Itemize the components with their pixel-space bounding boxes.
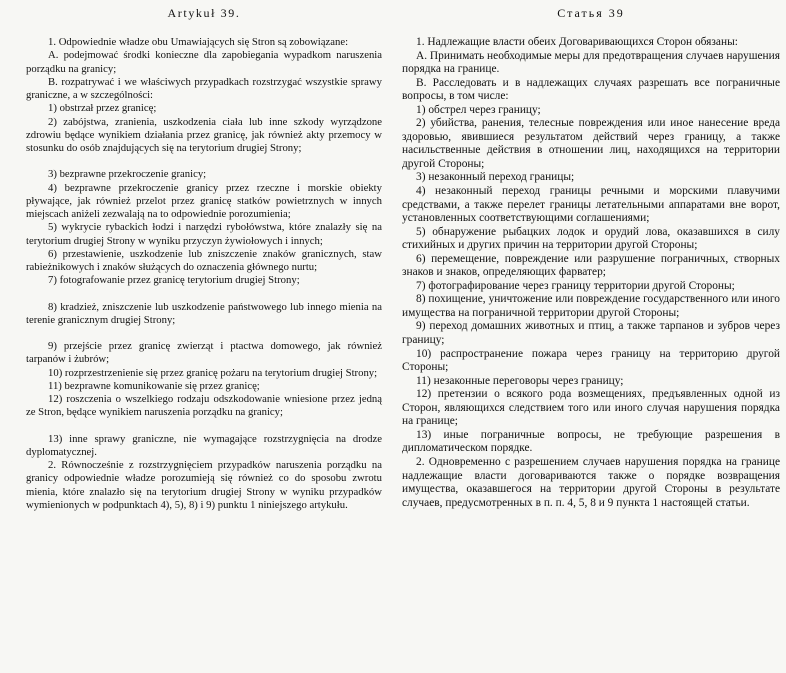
russian-item-5: 5) обнаружение рыбацких лодок и орудий лова, оказавшихся в силу стихийных и других причин на территории другой Стороны;: [402, 225, 780, 252]
polish-item-7: 7) fotografowanie przez granicę terytorium drugiej Strony;: [48, 274, 300, 287]
polish-article-heading: Artykuł 39.: [167, 6, 241, 20]
polish-spacer: [26, 327, 382, 340]
russian-item-12: 12) претензии о всякого рода возмещениях, предъявленных одной из Сторон, являющихся следствием того или иного случая нарушения порядка на границе;: [402, 388, 780, 428]
polish-spacer: [26, 288, 382, 301]
polish-item-12: 12) roszczenia o wszelkiego rodzaju odszkodowanie wniesione przez jedną ze Stron, będące wynikiem naruszenia porządku na granicy;: [26, 393, 382, 419]
polish-spacer: [26, 155, 382, 168]
polish-item-2: 2) zabójstwa, zranienia, uszkodzenia ciała lub inne szkody wyrządzone zdrowiu będące wynikiem działania przez granicę, jak również akty przemocy w stosunku do osób znajdujących się na terytorium drugiej Strony;: [26, 115, 382, 154]
polish-item-6: 6) przestawienie, uszkodzenie lub zniszczenie znaków granicznych, staw rabieżnikowych i znaków służących do oznaczenia głównego nurtu;: [26, 247, 382, 273]
polish-item-3: 3) bezprawne przekroczenie granicy;: [48, 168, 207, 181]
russian-item-4: 4) незаконный переход границы речными и морскими плавучими средствами, а также перелет границы летательными аппаратами вне ворот, установленных соответствующими соглашениями;: [402, 185, 780, 225]
polish-item-8: 8) kradzież, zniszczenie lub uszkodzenie państwowego lub innego mienia na terenie granicznym drugiej Strony;: [26, 300, 382, 326]
polish-column: [26, 0, 382, 512]
polish-item-4: 4) bezprawne przekroczenie granicy przez rzeczne i morskie obiekty pływające, jak również przelot przez granicę statków powietrznych w innych miejscach aniżeli zezwalają na to odpowiednie porozumienia;: [26, 181, 382, 220]
russian-item-2: 2) убийства, ранения, телесные повреждения или иное нанесение вреда здоровью, явившиеся результатом действий через границу, а также насильственные действия в отношении лиц, находящихся на территории другой Стороны;: [402, 117, 780, 170]
russian-column: [402, 0, 780, 510]
russian-item-7: 7) фотографирование через границу территории другой Стороны;: [416, 279, 735, 292]
polish-paragraph-2: 2. Równocześnie z rozstrzygnięciem przypadków naruszenia porządku na granicy odpowiednie władze porozumieją się również co do sposobu zwrotu mienia, które znalazło się na terytorium drugiej Strony w wyniku przypadków wymienionych w podpunktach 4), 5), 8) i 9) punktu 1 niniejszego artykułu.: [26, 459, 382, 511]
russian-item-13: 13) иные пограничные вопросы, не требующие разрешения в дипломатическом порядке.: [402, 428, 780, 455]
polish-paragraph-b: B. rozpatrywać i we właściwych przypadkach rozstrzygać wszystkie sprawy graniczne, a w szczególności:: [26, 75, 382, 101]
russian-item-9: 9) переход домашних животных и птиц, а также тарпанов и зубров через границу;: [402, 320, 780, 347]
russian-article-heading: Статья 39: [557, 6, 625, 20]
russian-item-10: 10) распространение пожара через границу на территорию другой Стороны;: [402, 347, 780, 374]
polish-paragraph-1: 1. Odpowiednie władze obu Umawiających się Stron są zobowiązane:: [48, 36, 349, 48]
polish-item-5: 5) wykrycie rybackich łodzi i narzędzi rybołówstwa, które znalazły się na terytorium drugiej Strony w wyniku przyczyn żywiołowych i innych;: [26, 221, 382, 247]
polish-item-9: 9) przejście przez granicę zwierząt i ptactwa domowego, jak również tarpanów i żubrów;: [26, 340, 382, 366]
polish-item-1: 1) obstrzał przez granicę;: [48, 102, 157, 115]
russian-paragraph-2: 2. Одновременно с разрешением случаев нарушения порядка на границе надлежащие власти договариваются также о порядке возвращения имущества, оказавшегося на территории другой Стороны в результате случаев, предусмотренных в п. п. 4, 5, 8 и 9 пункта 1 настоящей статьи.: [402, 455, 780, 509]
russian-paragraph-b: В. Расследовать и в надлежащих случаях разрешать все пограничные вопросы, в том числе:: [402, 76, 780, 103]
russian-paragraph-a: А. Принимать необходимые меры для предотвращения случаев нарушения порядка на границе.: [402, 49, 780, 76]
polish-item-10: 10) rozprzestrzenienie się przez granicę pożaru na terytorium drugiej Strony;: [48, 366, 378, 379]
russian-item-3: 3) незаконный переход границы;: [416, 171, 575, 184]
russian-paragraph-1: 1. Надлежащие власти обеих Договаривающихся Сторон обязаны:: [416, 36, 738, 48]
polish-item-13: 13) inne sprawy graniczne, nie wymagające rozstrzygnięcia na drodze dyplomatycznej.: [26, 432, 382, 458]
polish-spacer: [26, 420, 382, 433]
polish-paragraph-a: A. podejmować środki konieczne dla zapobiegania wypadkom naruszenia porządku na granicy;: [26, 49, 382, 75]
polish-item-11: 11) bezprawne komunikowanie się przez granicę;: [48, 379, 260, 392]
russian-item-6: 6) перемещение, повреждение или разрушение пограничных, створных знаков и знаков, определяющих фарватер;: [402, 252, 780, 279]
russian-item-11: 11) незаконные переговоры через границу;: [416, 374, 624, 387]
russian-item-1: 1) обстрел через границу;: [416, 103, 541, 116]
russian-item-8: 8) похищение, уничтожение или повреждение государственного или иного имущества на пограничной территории другой Стороны;: [402, 293, 780, 319]
